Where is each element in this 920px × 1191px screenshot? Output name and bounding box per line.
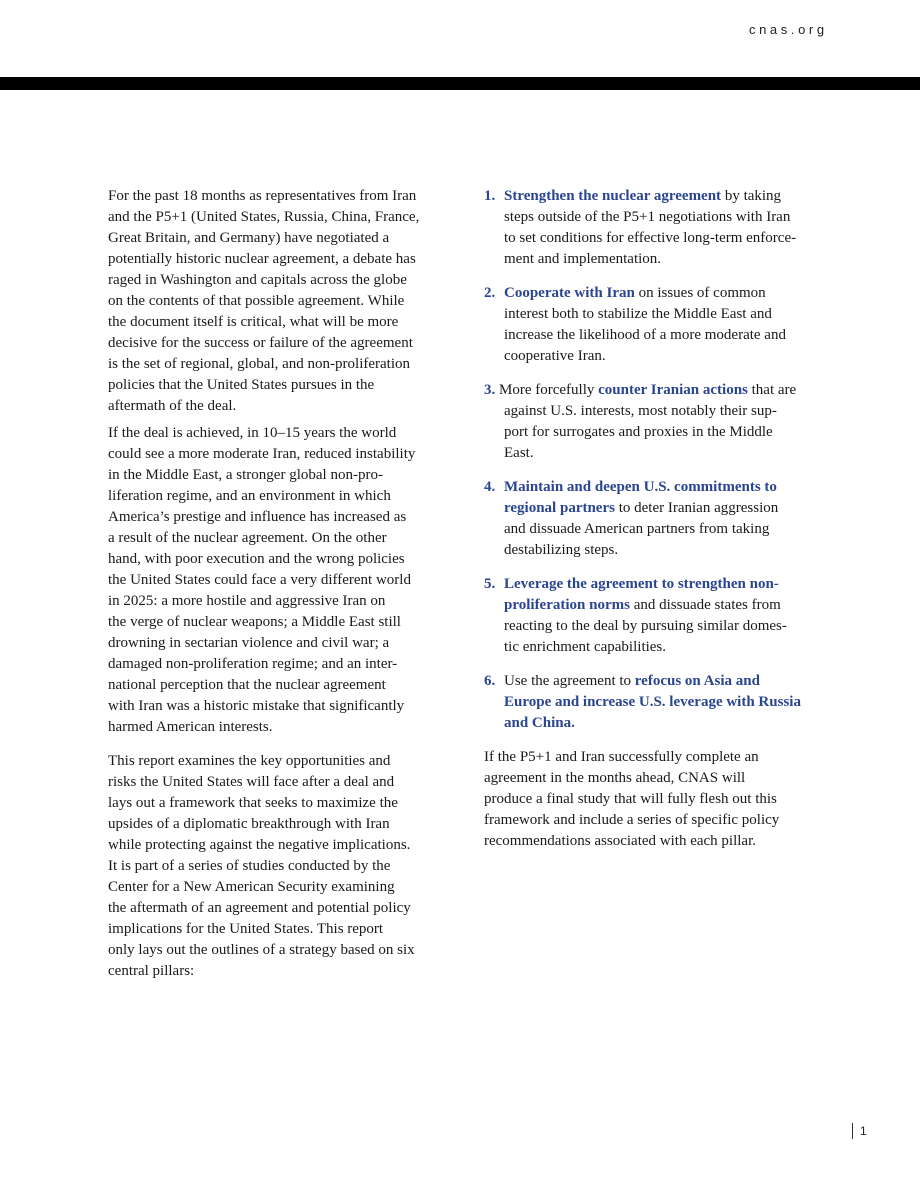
text-line: with Iran was a historic mistake that significantly [108,698,405,714]
list-number: 6. [484,673,496,689]
text-line: cooperative Iran. [504,348,606,364]
text-line: It is part of a series of studies conducted by the [108,858,391,874]
pillar-heading: refocus on Asia and [634,673,760,689]
text-line: raged in Washington and capitals across the globe [108,272,407,288]
text-line: If the P5+1 and Iran successfully complete an [484,749,759,765]
text-line: increase the likelihood of a more moderate and [504,327,786,343]
pillar-heading: proliferation norms [504,597,630,613]
site-url: cnas.org [749,22,828,37]
text-line: harmed American interests. [108,719,273,735]
pillar-item-6 [484,671,834,734]
text-line: central pillars: [108,963,195,979]
text-line: reacting to the deal by pursuing similar domes- [504,618,787,634]
text-line: decisive for the success or failure of the agreement [108,335,413,351]
closing-paragraph [484,747,834,852]
text-line: East. [504,445,534,461]
pillar-text: More forcefully [495,382,599,398]
text-line: policies that the United States pursues in the [108,377,375,393]
text-line: tic enrichment capabilities. [504,639,667,655]
intro-paragraph [108,186,458,417]
text-line: lays out a framework that seeks to maximize the [108,795,398,811]
text-line: ment and implementation. [504,251,662,267]
right-column [484,186,834,852]
pillar-item-1 [484,186,834,270]
list-number: 3. [484,382,496,398]
text-line: the United States could face a very different world [108,572,411,588]
text-line: drowning in sectarian violence and civil war; a [108,635,390,651]
pillar-heading: regional partners [504,500,615,516]
text-line: damaged non-proliferation regime; and an inter- [108,656,398,672]
text-line: to set conditions for effective long-term enforce- [504,230,797,246]
text-line: Great Britain, and Germany) have negotiated a [108,230,390,246]
list-number: 4. [484,479,496,495]
text-line: steps outside of the P5+1 negotiations with Iran [504,209,791,225]
pillar-item-2 [484,283,834,367]
text-line: America’s prestige and influence has increased as [108,509,407,525]
pillar-text: that are [747,382,797,398]
text-line: and the P5+1 (United States, Russia, China, France, [108,209,420,225]
text-line: risks the United States will face after a deal and [108,774,395,790]
pillar-heading: and China. [504,715,575,731]
text-line: and dissuade American partners from taking [504,521,770,537]
text-line: interest both to stabilize the Middle East and [504,306,772,322]
pillar-text: by taking [721,188,782,204]
text-line: in 2025: a more hostile and aggressive Iran on [108,593,386,609]
text-line: For the past 18 months as representatives from Iran [108,188,417,204]
text-line: implications for the United States. This report [108,921,384,937]
pillar-heading: Leverage the agreement to strengthen non- [504,576,779,592]
pillar-heading: Strengthen the nuclear agreement [504,188,722,204]
text-line: destabilizing steps. [504,542,619,558]
text-line: while protecting against the negative implications. [108,837,411,853]
text-line: hand, with poor execution and the wrong policies [108,551,405,567]
list-number: 5. [484,576,496,592]
text-line: the verge of nuclear weapons; a Middle East still [108,614,401,630]
text-line: aftermath of the deal. [108,398,237,414]
pillar-heading: Maintain and deepen U.S. commitments to [504,479,777,495]
text-line: a result of the nuclear agreement. On the other [108,530,387,546]
outcomes-paragraph [108,423,458,738]
left-column [108,186,458,982]
header-rule [0,77,920,90]
text-line: on the contents of that possible agreement. While [108,293,405,309]
pillar-item-4 [484,477,834,561]
text-line: the aftermath of an agreement and potential policy [108,900,411,916]
text-line: the document itself is critical, what will be more [108,314,399,330]
text-line: liferation regime, and an environment in which [108,488,391,504]
text-line: port for surrogates and proxies in the Middle [504,424,773,440]
pillar-heading: Cooperate with Iran [504,285,635,301]
text-line: agreement in the months ahead, CNAS will [484,770,746,786]
text-line: potentially historic nuclear agreement, a debate has [108,251,416,267]
text-line: framework and include a series of specific policy [484,812,780,828]
list-number: 2. [484,285,496,301]
text-line: Center for a New American Security examining [108,879,395,895]
text-line: in the Middle East, a stronger global non-pro- [108,467,383,483]
text-line: against U.S. interests, most notably their sup- [504,403,777,419]
pillar-heading: counter Iranian actions [598,382,748,398]
pillar-heading: Europe and increase U.S. leverage with Russia [504,694,801,710]
pillar-text: on issues of common [634,285,766,301]
pillar-text: and dissuade states from [629,597,781,613]
report-paragraph [108,751,458,982]
text-line: If the deal is achieved, in 10–15 years the world [108,425,397,441]
text-line: national perception that the nuclear agreement [108,677,386,693]
text-line: This report examines the key opportunities and [108,753,391,769]
text-line: produce a final study that will fully flesh out this [484,791,777,807]
text-line: recommendations associated with each pillar. [484,833,756,849]
pillar-text: Use the agreement to [504,673,635,689]
text-line: could see a more moderate Iran, reduced instability [108,446,416,462]
pillar-item-3 [484,380,834,464]
pillar-text: to deter Iranian aggression [614,500,779,516]
text-line: is the set of regional, global, and non-proliferation [108,356,410,372]
text-line: upsides of a diplomatic breakthrough with Iran [108,816,390,832]
list-number: 1. [484,188,496,204]
pillar-item-5 [484,574,834,658]
page-number: 1 [852,1123,867,1139]
text-line: only lays out the outlines of a strategy based on six [108,942,415,958]
